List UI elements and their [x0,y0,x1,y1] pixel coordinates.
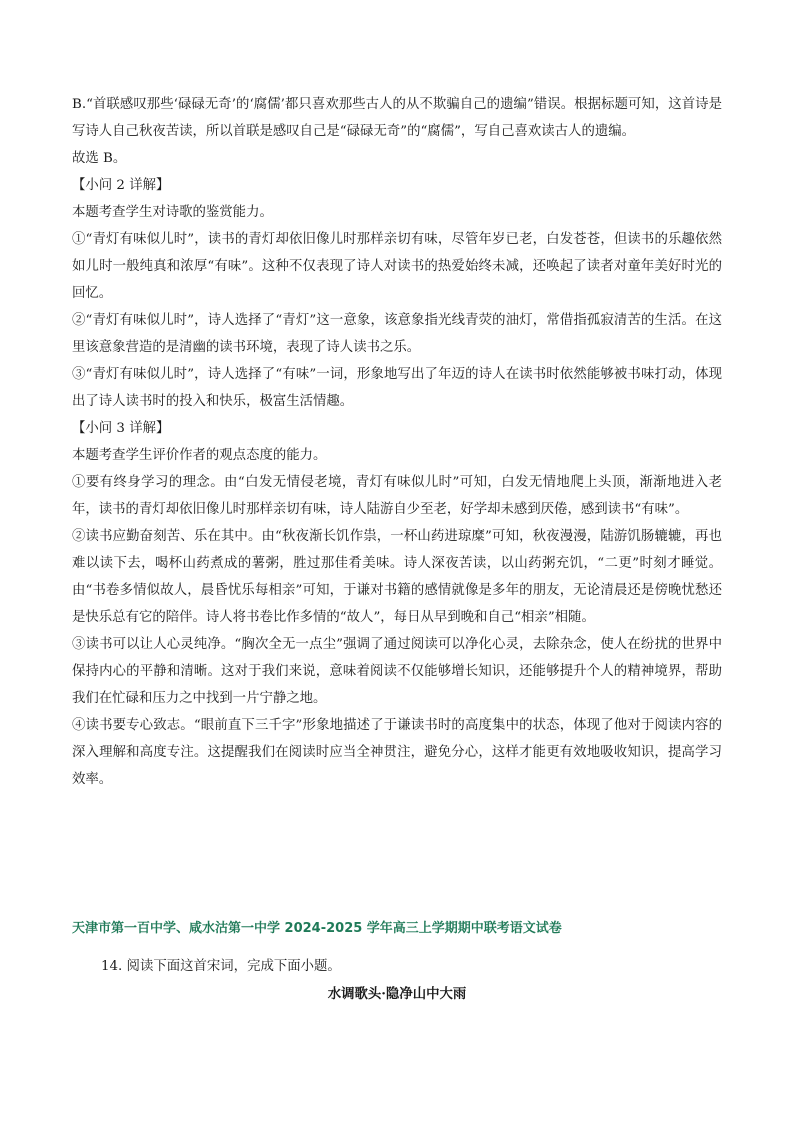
paragraph-q3-point-2: ②读书应勤奋刻苦、乐在其中。由“秋夜渐长饥作祟，一杯山药进琼糜”可知，秋夜漫漫，陆游饥肠辘辘，再也难以读下去，喝杯山药煮成的薯粥，胜过那佳肴美味。诗人深夜苦读，以山药粥充饥，“二更”时刻才睡觉。由“书卷多情似故人，晨昏忧乐每相亲”可知，于谦对书籍的感情就像是多年的朋友，无论清晨还是傍晚忧愁还是快乐总有它的陪伴。诗人将书卷比作多情的“故人”，每日从早到晚和自己“相亲”相随。 [72,529,722,625]
paragraph-q3-intro: 本题考查学生评价作者的观点态度的能力。 [72,448,327,463]
paragraph-q3-point-3: ③读书可以让人心灵纯净。“胸次全无一点尘”强调了通过阅读可以净化心灵，去除杂念，使人在纷扰的世界中保持内心的平静和清晰。这对于我们来说，意味着阅读不仅能够增长知识，还能够提升个人的精神境界，帮助我们在忙碌和压力之中找到一片宁静之地。 [72,637,722,706]
paragraph-q2-point-2: ②“青灯有味似儿时”，诗人选择了“青灯”这一意象，该意象指光线青荧的油灯，常借指孤寂清苦的生活。在这里该意象营造的是清幽的读书环境，表现了诗人读书之乐。 [72,313,722,355]
paragraph-q2-point-3: ③“青灯有味似儿时”，诗人选择了“有味”一词，形象地写出了年迈的诗人在读书时依然能够被书味打动，体现出了诗人读书时的投入和快乐，极富生活情趣。 [72,367,722,409]
exam-section-title: 天津市第一百中学、咸水沽第一中学 2024-2025 学年高三上学期期中联考语文试卷 [72,921,562,936]
answer-analysis [72,91,722,793]
paragraph-answer-choice: 故选 B。 [72,151,127,166]
paragraph-q3-point-1: ①要有终身学习的理念。由“白发无情侵老境，青灯有味似儿时”可知，白发无情地爬上头顶，渐渐地进入老年，读书的青灯却依旧像儿时那样亲切有味，诗人陆游自少至老，好学却未感到厌倦，感到读书“有味”。 [72,475,722,517]
paragraph-q2-point-1: ①“青灯有味似儿时”，读书的青灯却依旧像儿时那样亲切有味，尽管年岁已老，白发苍苍，但读书的乐趣依然如儿时一般纯真和浓厚“有味”。这种不仅表现了诗人对读书的热爱始终未减，还唤起了读者对童年美好时光的回忆。 [72,232,722,301]
heading-question-2: 【小问 2 详解】 [72,178,170,193]
question-14-prompt: 14. 阅读下面这首宋词，完成下面小题。 [101,959,341,974]
paragraph-q2-intro: 本题考查学生对诗歌的鉴赏能力。 [72,205,273,220]
paragraph-q3-point-4: ④读书要专心致志。“眼前直下三千字”形象地描述了于谦读书时的高度集中的状态，体现了他对于阅读内容的深入理解和高度专注。这提醒我们在阅读时应当全神贯注，避免分心，这样才能更有效地吸收知识，提高学习效率。 [72,718,722,787]
poem-title: 水调歌头·隐净山中大雨 [327,986,467,1002]
heading-question-3: 【小问 3 详解】 [72,421,170,436]
paragraph-b-explanation: B.“首联感叹那些‘碌碌无奇’的‘腐儒’都只喜欢那些古人的从不欺骗自己的遗编”错误。根据标题可知，这首诗是写诗人自己秋夜苦读，所以首联是感叹自己是“碌碌无奇”的“腐儒”，写自己喜欢读古人的遗编。 [72,97,722,139]
